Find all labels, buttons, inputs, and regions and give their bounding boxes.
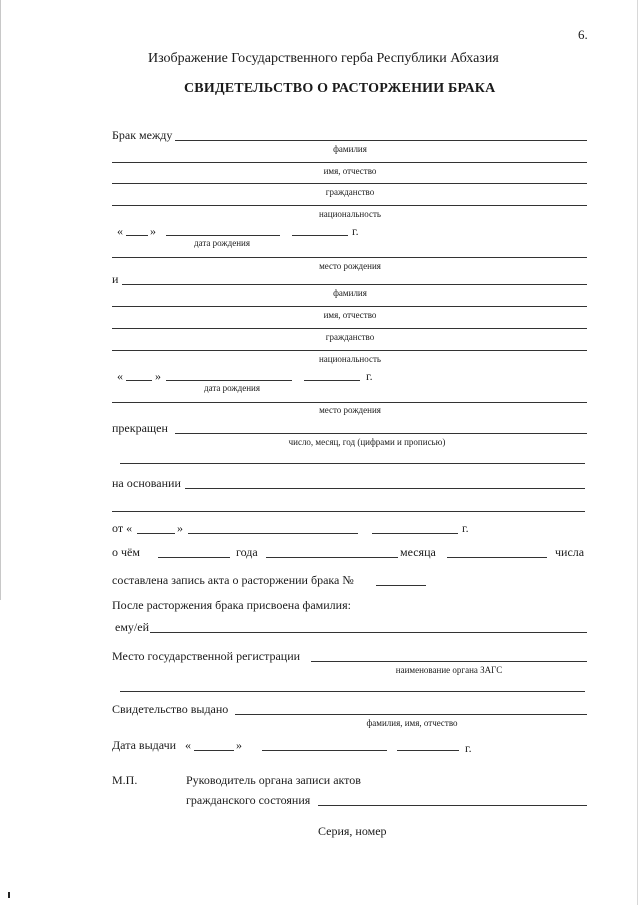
about-year-line[interactable] <box>158 557 230 558</box>
registration-place-line-2[interactable] <box>120 691 585 692</box>
caption-surname-1: фамилия <box>333 144 367 154</box>
caption-birth-date-2: дата рождения <box>204 383 260 393</box>
record-number-line[interactable] <box>376 585 426 586</box>
year-suffix-1: г. <box>352 224 359 238</box>
birth-day-line-1[interactable] <box>126 235 148 236</box>
birth-quote-close-1: » <box>150 224 156 238</box>
head-signature-line[interactable] <box>318 805 587 806</box>
from-year-line[interactable] <box>372 533 458 534</box>
scan-mark <box>8 892 10 898</box>
caption-nationality-1: национальность <box>318 209 382 219</box>
caption-birth-date-1: дата рождения <box>194 238 250 248</box>
year-suffix-2: г. <box>366 369 373 383</box>
caption-name-2: имя, отчество <box>323 310 377 320</box>
terminated-label: прекращен <box>112 421 168 435</box>
scan-edge-left <box>0 0 1 600</box>
birth-day-line-2[interactable] <box>126 380 152 381</box>
from-year-suffix: г. <box>462 521 469 535</box>
terminated-date-line-2[interactable] <box>120 463 585 464</box>
spouse2-citizenship-line[interactable] <box>112 328 587 329</box>
birth-month-line-1[interactable] <box>166 235 280 236</box>
page-number: 6. <box>578 27 588 42</box>
scan-edge-right <box>637 0 638 905</box>
document-title: СВИДЕТЕЛЬСТВО О РАСТОРЖЕНИИ БРАКА <box>184 81 496 96</box>
spouse1-nationality-line[interactable] <box>112 205 587 206</box>
birth-year-line-1[interactable] <box>292 235 348 236</box>
new-surname-line[interactable] <box>150 632 587 633</box>
terminated-date-line[interactable] <box>175 433 587 434</box>
issue-month-line[interactable] <box>262 750 387 751</box>
spouse2-nationality-line[interactable] <box>112 350 587 351</box>
caption-birth-place-1: место рождения <box>319 261 381 271</box>
issue-day-line[interactable] <box>194 750 234 751</box>
from-quote-close: » <box>177 521 183 535</box>
basis-label: на основании <box>112 476 181 490</box>
birth-quote-open-2: « <box>117 369 123 383</box>
spouse1-citizenship-line[interactable] <box>112 183 587 184</box>
spouse1-name-line[interactable] <box>112 162 587 163</box>
spouse2-birthplace-line[interactable] <box>112 402 587 403</box>
caption-citizenship-2: гражданство <box>325 332 375 342</box>
caption-surname-2: фамилия <box>333 288 367 298</box>
caption-citizenship-1: гражданство <box>325 187 375 197</box>
issue-quote-close: » <box>236 738 242 752</box>
spouse2-surname-line[interactable] <box>122 284 587 285</box>
after-divorce-label: После расторжения брака присвоена фамилия: <box>112 598 351 612</box>
record-label: составлена запись акта о расторжении брака № <box>112 573 354 587</box>
birth-month-line-2[interactable] <box>166 380 292 381</box>
caption-nationality-2: национальность <box>318 354 382 364</box>
caption-birth-place-2: место рождения <box>319 405 381 415</box>
birth-quote-open-1: « <box>117 224 123 238</box>
and-label: и <box>112 272 119 286</box>
basis-line-2[interactable] <box>112 511 585 512</box>
from-month-line[interactable] <box>188 533 358 534</box>
head-line-1: Руководитель органа записи актов <box>186 773 361 787</box>
about-day-line[interactable] <box>447 557 547 558</box>
issue-quote-open: « <box>185 738 191 752</box>
issued-to-label: Свидетельство выдано <box>112 702 229 716</box>
from-day-line[interactable] <box>137 533 175 534</box>
basis-line[interactable] <box>185 488 585 489</box>
registration-place-line[interactable] <box>311 661 587 662</box>
to-him-her-label: ему/ей <box>115 620 150 634</box>
month-word: месяца <box>400 545 436 559</box>
issued-to-line[interactable] <box>235 714 587 715</box>
seal-label: М.П. <box>112 773 138 787</box>
issue-year-suffix: г. <box>465 741 472 755</box>
birth-year-line-2[interactable] <box>304 380 360 381</box>
caption-full-name: фамилия, имя, отчество <box>366 718 458 728</box>
spouse1-surname-line[interactable] <box>175 140 587 141</box>
emblem-note: Изображение Государственного герба Республики Абхазия <box>148 51 499 66</box>
about-label: о чём <box>112 545 140 559</box>
issue-date-label: Дата выдачи <box>112 738 177 752</box>
caption-name-1: имя, отчество <box>323 166 377 176</box>
head-line-2: гражданского состояния <box>186 793 311 807</box>
birth-quote-close-2: » <box>155 369 161 383</box>
issue-year-line[interactable] <box>397 750 459 751</box>
registration-place-label: Место государственной регистрации <box>112 649 301 663</box>
caption-registry-office: наименование органа ЗАГС <box>395 665 503 675</box>
series-number: Серия, номер <box>318 824 387 838</box>
caption-terminated-date: число, месяц, год (цифрами и прописью) <box>288 437 446 447</box>
year-word: года <box>236 545 258 559</box>
from-label: от « <box>112 521 133 535</box>
spouse2-name-line[interactable] <box>112 306 587 307</box>
day-word: числа <box>555 545 585 559</box>
spouse1-birthplace-line[interactable] <box>112 257 587 258</box>
marriage-between-label: Брак между <box>112 128 173 142</box>
about-month-line[interactable] <box>266 557 398 558</box>
